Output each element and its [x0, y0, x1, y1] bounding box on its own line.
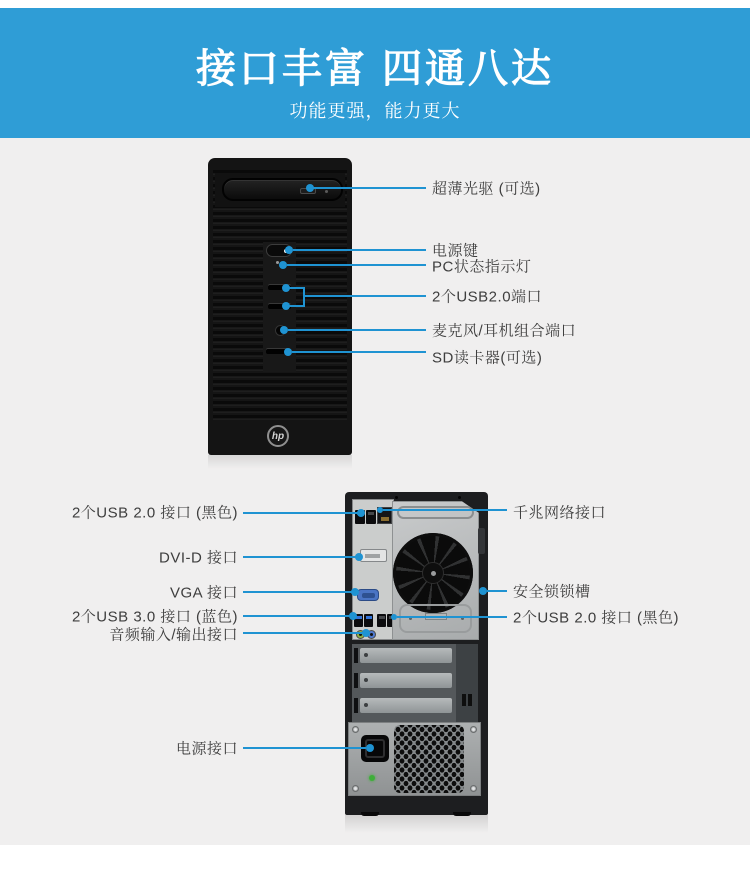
callout-dot: [355, 553, 363, 561]
rear-usb2-port: [366, 510, 376, 524]
callout-sd-reader-label: SD读卡器(可选): [432, 349, 543, 367]
callout-line: [487, 590, 507, 592]
callout-line: [293, 249, 426, 251]
psu-led: [369, 775, 375, 781]
fan-hub: [422, 562, 444, 584]
callout-rear-usb2-top-label: 2个USB 2.0 接口 (黑色): [71, 504, 238, 522]
callout-line: [243, 615, 351, 617]
callout-mic-headphone-label: 麦克风/耳机组合端口: [432, 322, 577, 340]
callout-security-lock-label: 安全锁锁槽: [513, 583, 591, 601]
callout-power-button-label: 电源键: [432, 242, 479, 260]
usb3-port: [364, 614, 373, 627]
screw: [470, 726, 477, 733]
dvi-port: [360, 549, 387, 562]
hp-logo: hp: [267, 425, 289, 447]
callout-line: [313, 187, 426, 189]
callout-dot: [285, 246, 293, 254]
callout-usb3-label: 2个USB 3.0 接口 (蓝色): [71, 608, 238, 626]
screw: [352, 785, 359, 792]
header-banner: [0, 8, 750, 138]
callout-dot: [351, 588, 359, 596]
callout-line: [288, 287, 304, 289]
callout-line: [243, 591, 353, 593]
bracket-slot: [354, 698, 358, 713]
callout-dot: [279, 261, 287, 269]
rear-io-panel: [352, 499, 394, 640]
callout-line: [287, 264, 426, 266]
callout-dot: [366, 744, 374, 752]
callout-dot: [479, 587, 487, 595]
security-lock-slot: [478, 528, 485, 554]
callout-bracket: [303, 287, 305, 307]
callout-dot: [357, 509, 365, 517]
rear-recess: [399, 604, 472, 633]
handle-slot: [397, 506, 474, 519]
callout-line: [304, 295, 426, 297]
callout-dvi-label: DVI-D 接口: [158, 549, 238, 567]
rear-tower-shadow: [345, 815, 488, 833]
callout-line: [243, 512, 358, 514]
callout-line: [397, 616, 507, 618]
expansion-cover: [360, 698, 452, 713]
expansion-slot-area: [352, 644, 478, 722]
callout-dot: [284, 348, 292, 356]
chassis-strip: [456, 644, 478, 722]
bracket-slot: [354, 648, 358, 663]
psu-area: [348, 722, 481, 796]
fan-plate: [392, 501, 479, 640]
callout-line: [288, 329, 426, 331]
callout-dot: [349, 612, 357, 620]
callout-line: [243, 632, 364, 634]
screw: [458, 496, 461, 499]
callout-line: [292, 351, 426, 353]
callout-front-usb2-label: 2个USB2.0端口: [432, 288, 543, 306]
callout-line: [243, 556, 357, 558]
callout-optical-drive-label: 超薄光驱 (可选): [432, 180, 541, 198]
cooling-fan: [393, 533, 473, 613]
callout-dot: [280, 326, 288, 334]
psu-vent: [394, 725, 464, 793]
tower-front-view: [208, 158, 352, 455]
callout-audio-label: 音频输入/输出接口: [109, 626, 238, 644]
screw: [470, 785, 477, 792]
callout-vga-label: VGA 接口: [169, 584, 238, 602]
rear-usb2-port: [377, 614, 386, 627]
optical-drive: [222, 178, 343, 201]
callout-line: [243, 747, 366, 749]
callout-gigabit-lan-label: 千兆网络接口: [513, 504, 607, 522]
tower-rear-view: [345, 492, 488, 815]
vga-port: [357, 589, 379, 601]
page-title: 接口丰富 四通八达: [195, 47, 555, 91]
screw: [352, 726, 359, 733]
expansion-cover: [360, 648, 452, 663]
callout-line: [288, 305, 304, 307]
callout-rear-usb2-bot-label: 2个USB 2.0 接口 (黑色): [513, 609, 680, 627]
callout-power-socket-label: 电源接口: [175, 740, 238, 758]
callout-status-led-label: PC状态指示灯: [432, 258, 532, 276]
expansion-cover: [360, 673, 452, 688]
bracket-slot: [354, 673, 358, 688]
optical-led: [325, 190, 328, 193]
callout-line: [383, 509, 507, 511]
page-subtitle: 功能更强，能力更大: [289, 101, 461, 121]
front-tower-shadow: [208, 455, 352, 469]
callout-dot: [362, 629, 370, 637]
screw: [395, 496, 398, 499]
